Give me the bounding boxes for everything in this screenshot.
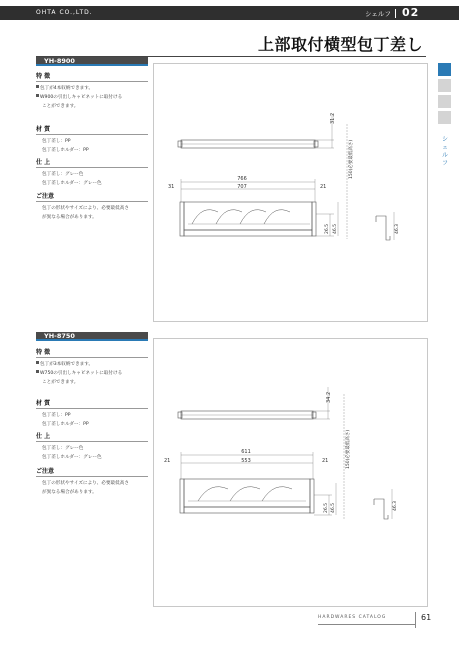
finish-section	[36, 157, 148, 188]
dim-depth: 31.2	[330, 112, 336, 124]
note-section	[36, 466, 148, 497]
model-heading: YH-8900	[36, 57, 148, 66]
dim-total-width: 766	[237, 176, 247, 182]
dim-height-3: 46.3	[395, 223, 400, 234]
material-text: 包丁差しホルダー：PP	[42, 422, 89, 427]
brand-name: OHTA CO.,LTD.	[36, 9, 93, 16]
finish-text: 包丁差し：グレー色	[42, 446, 84, 451]
dim-height-2: 46.5	[331, 502, 336, 513]
dim-height-1: 26.5	[325, 223, 330, 234]
index-tab[interactable]	[438, 95, 451, 108]
dim-height-3: 46.3	[393, 500, 398, 511]
note-text: が異なる場合があります。	[42, 215, 97, 220]
index-tabs	[438, 63, 451, 127]
feature-text: 包丁が3本収納できます。	[40, 362, 94, 367]
section-title: 仕 上	[36, 157, 148, 168]
index-tab-active[interactable]	[438, 63, 451, 76]
model-heading: YH-8750	[36, 332, 148, 341]
note-section	[36, 191, 148, 222]
section-title: 特 徴	[36, 347, 148, 358]
dim-right-margin: 21	[320, 184, 327, 190]
drawing-panel	[153, 63, 428, 322]
footer-divider	[318, 624, 415, 625]
page-number: 61	[421, 613, 432, 622]
section-title: 材 質	[36, 124, 148, 135]
dim-inner-width: 707	[237, 184, 247, 190]
material-section	[36, 398, 148, 429]
feature-text: 包丁が4本収納できます。	[40, 86, 94, 91]
header-category: シェルフ	[365, 9, 391, 18]
dim-min-height: 150(必要最低高さ)	[349, 139, 354, 179]
dim-right-margin: 21	[322, 458, 329, 464]
finish-section	[36, 431, 148, 462]
material-section	[36, 124, 148, 155]
features-section	[36, 347, 148, 387]
holder-front-view	[184, 479, 310, 507]
page-title: 上部取付横型包丁差し	[257, 35, 423, 54]
features-section	[36, 71, 148, 111]
feature-text: ことができます。	[42, 380, 79, 385]
dim-inner-width: 553	[241, 458, 251, 464]
dim-left-margin: 21	[164, 458, 171, 464]
finish-text: 包丁差しホルダー：グレー色	[42, 181, 102, 186]
holder-side-profile	[374, 499, 388, 519]
dim-min-height: 150(必要最低高さ)	[346, 429, 351, 469]
finish-text: 包丁差し：グレー色	[42, 172, 84, 177]
section-title: 仕 上	[36, 431, 148, 442]
footer-separator	[415, 612, 416, 628]
holder-front-view	[184, 202, 312, 230]
technical-drawing	[154, 64, 427, 321]
dim-height-1: 26.5	[324, 502, 329, 513]
dim-total-width: 611	[241, 449, 251, 455]
material-text: 包丁差し：PP	[42, 413, 71, 418]
note-text: 包丁の形状やサイズにより、必要最低高さ	[42, 481, 129, 486]
index-tab[interactable]	[438, 111, 451, 124]
note-text: 包丁の形状やサイズにより、必要最低高さ	[42, 206, 129, 211]
section-title: ご注意	[36, 466, 148, 477]
feature-text: ことができます。	[42, 104, 79, 109]
page-code: 02	[402, 6, 420, 19]
dim-depth: 34.2	[326, 391, 332, 403]
feature-text: W900の引出しキャビネットに取付ける	[40, 95, 123, 100]
finish-text: 包丁差しホルダー：グレー色	[42, 455, 102, 460]
section-title: 材 質	[36, 398, 148, 409]
material-text: 包丁差しホルダー：PP	[42, 148, 89, 153]
feature-text: W750の引出しキャビネットに取付ける	[40, 371, 123, 376]
catalog-name: HARDWARES CATALOG	[318, 615, 387, 620]
drawing-panel	[153, 338, 428, 607]
holder-side-profile	[376, 216, 390, 240]
header-separator	[395, 9, 396, 18]
section-title: 特 徴	[36, 71, 148, 82]
material-text: 包丁差し：PP	[42, 139, 71, 144]
side-category-label: シ ェ ル フ	[441, 136, 448, 167]
index-tab[interactable]	[438, 79, 451, 92]
technical-drawing	[154, 339, 427, 606]
dim-height-2: 46.5	[333, 223, 338, 234]
dim-left-margin: 31	[168, 184, 175, 190]
note-text: が異なる場合があります。	[42, 490, 97, 495]
section-title: ご注意	[36, 191, 148, 202]
